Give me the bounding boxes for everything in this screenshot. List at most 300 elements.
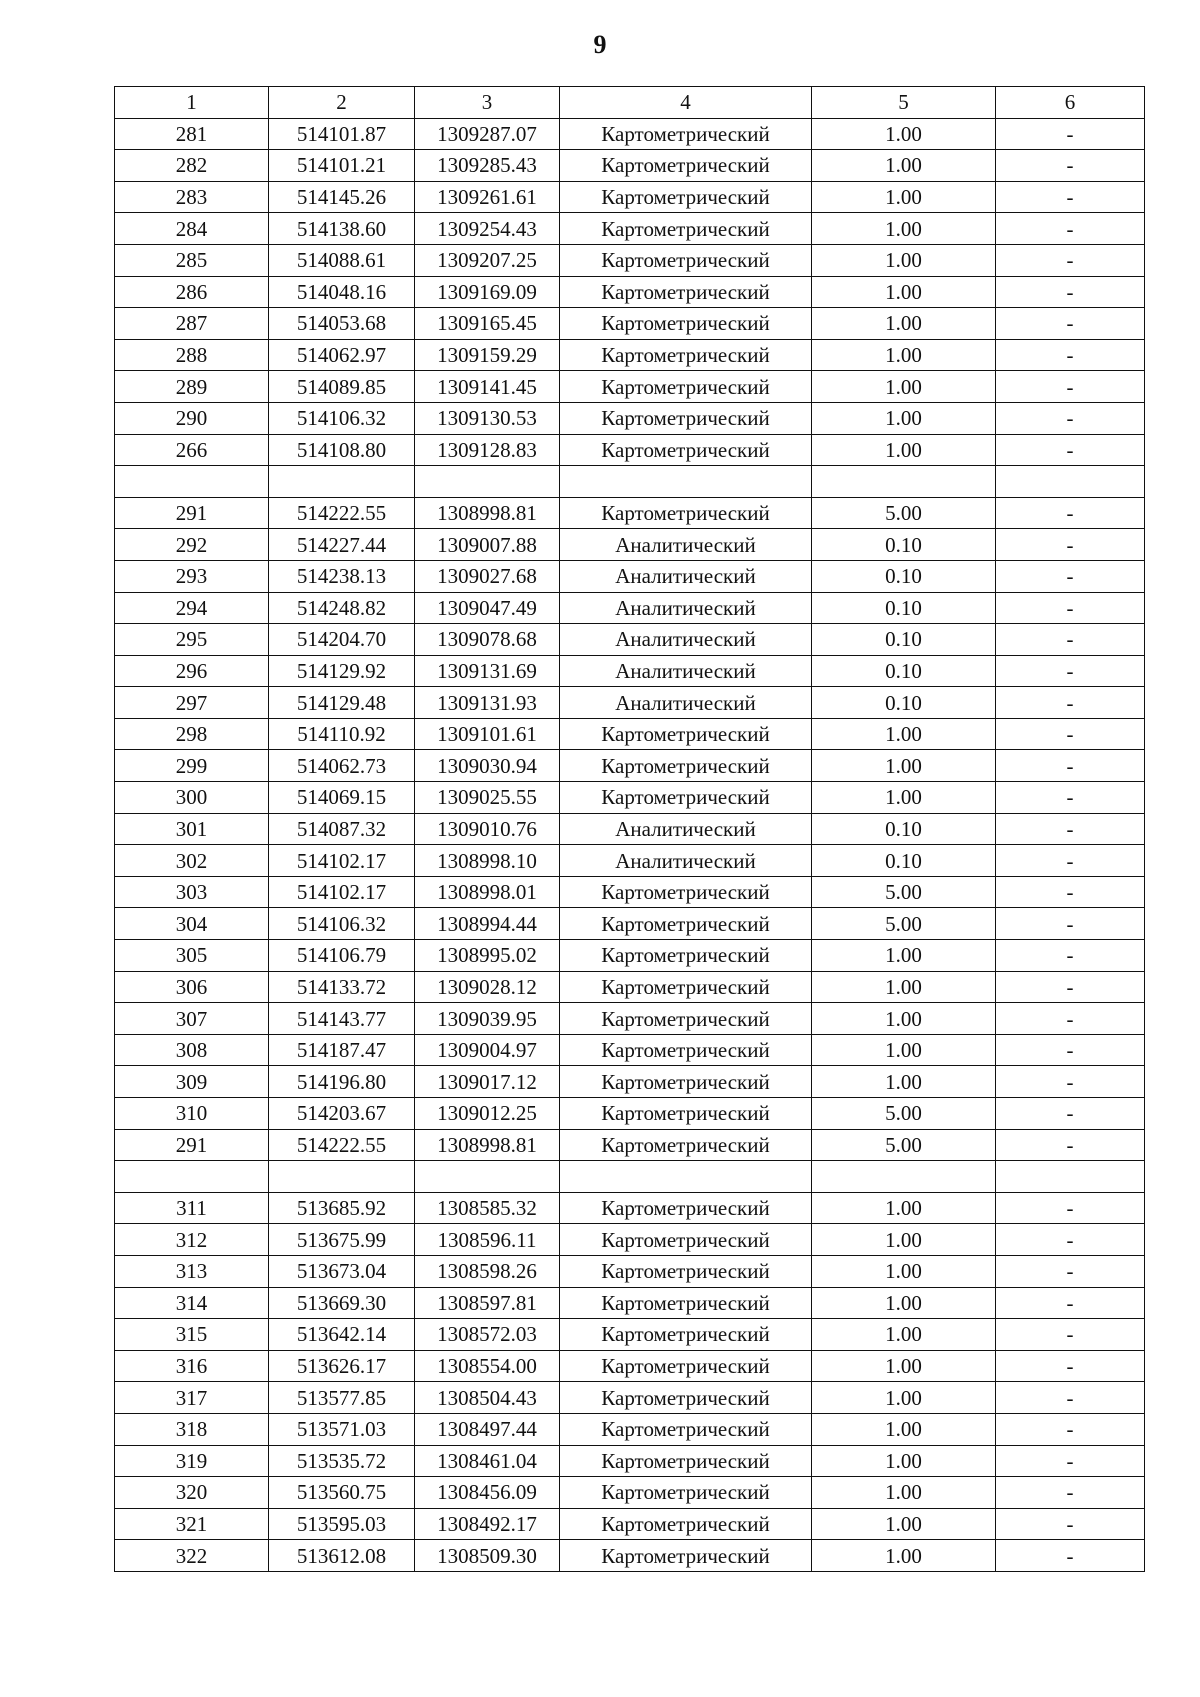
table-row xyxy=(115,1129,1145,1161)
table-cell: - xyxy=(996,1034,1145,1066)
table-cell: Картометрический xyxy=(560,1350,812,1382)
table-cell xyxy=(415,1161,560,1193)
table-cell: 305 xyxy=(115,940,269,972)
table-cell: 298 xyxy=(115,718,269,750)
table-cell: - xyxy=(996,1319,1145,1351)
table-cell: 5.00 xyxy=(812,1098,996,1130)
table-cell: 1309030.94 xyxy=(415,750,560,782)
table-cell: 514053.68 xyxy=(269,308,415,340)
table-cell: Аналитический xyxy=(560,813,812,845)
table-row xyxy=(115,813,1145,845)
table-cell: 1.00 xyxy=(812,1287,996,1319)
table-cell: - xyxy=(996,1066,1145,1098)
table-cell: 282 xyxy=(115,150,269,182)
table-cell: - xyxy=(996,782,1145,814)
table-cell: 1.00 xyxy=(812,371,996,403)
table-cell: Картометрический xyxy=(560,150,812,182)
table-row xyxy=(115,560,1145,592)
table-cell xyxy=(812,466,996,498)
table-cell xyxy=(115,466,269,498)
table-cell: 1309254.43 xyxy=(415,213,560,245)
table-cell: 5.00 xyxy=(812,908,996,940)
table-cell: 312 xyxy=(115,1224,269,1256)
table-cell: - xyxy=(996,308,1145,340)
table-row xyxy=(115,782,1145,814)
table-cell: 1308998.01 xyxy=(415,876,560,908)
table-cell: 0.10 xyxy=(812,592,996,624)
table-cell: - xyxy=(996,371,1145,403)
table-cell: 513595.03 xyxy=(269,1508,415,1540)
table-cell: 1308554.00 xyxy=(415,1350,560,1382)
table-cell: 513669.30 xyxy=(269,1287,415,1319)
table-cell: 514062.73 xyxy=(269,750,415,782)
table-cell: 514069.15 xyxy=(269,782,415,814)
table-cell: Картометрический xyxy=(560,1224,812,1256)
table-cell: 514106.79 xyxy=(269,940,415,972)
table-cell: 1309007.88 xyxy=(415,529,560,561)
table-cell: - xyxy=(996,940,1145,972)
column-header: 1 xyxy=(115,87,269,119)
table-cell: 514187.47 xyxy=(269,1034,415,1066)
table-cell: 297 xyxy=(115,687,269,719)
column-header: 2 xyxy=(269,87,415,119)
column-header: 6 xyxy=(996,87,1145,119)
table-cell: 1309128.83 xyxy=(415,434,560,466)
table-cell: 1308492.17 xyxy=(415,1508,560,1540)
table-cell: Картометрический xyxy=(560,1287,812,1319)
table-cell: 319 xyxy=(115,1445,269,1477)
table-cell: 1.00 xyxy=(812,118,996,150)
table-cell: 1.00 xyxy=(812,1192,996,1224)
table-row xyxy=(115,213,1145,245)
table-cell: 5.00 xyxy=(812,497,996,529)
table-cell: 287 xyxy=(115,308,269,340)
table-cell: - xyxy=(996,118,1145,150)
table-cell: 1.00 xyxy=(812,1413,996,1445)
table-cell: 285 xyxy=(115,244,269,276)
table-cell: - xyxy=(996,1477,1145,1509)
table-cell: 1.00 xyxy=(812,402,996,434)
table-cell: 514101.87 xyxy=(269,118,415,150)
table-cell: 514138.60 xyxy=(269,213,415,245)
table-cell: 1308998.10 xyxy=(415,845,560,877)
table-cell: Аналитический xyxy=(560,655,812,687)
table-row xyxy=(115,466,1145,498)
table-cell: 514238.13 xyxy=(269,560,415,592)
table-cell: - xyxy=(996,624,1145,656)
table-cell: 1309101.61 xyxy=(415,718,560,750)
table-cell: Картометрический xyxy=(560,940,812,972)
column-header: 5 xyxy=(812,87,996,119)
table-cell: 313 xyxy=(115,1255,269,1287)
table-cell: Картометрический xyxy=(560,1129,812,1161)
table-cell: 1.00 xyxy=(812,1508,996,1540)
table-cell: - xyxy=(996,971,1145,1003)
table-cell: 1309261.61 xyxy=(415,181,560,213)
table-cell: 283 xyxy=(115,181,269,213)
table-cell: 1309285.43 xyxy=(415,150,560,182)
table-cell: Картометрический xyxy=(560,339,812,371)
table-cell: Картометрический xyxy=(560,497,812,529)
coordinates-table xyxy=(114,86,1145,1572)
page-number: 9 xyxy=(593,30,607,59)
table-cell: 1309131.69 xyxy=(415,655,560,687)
table-cell: Картометрический xyxy=(560,1477,812,1509)
table-cell: 322 xyxy=(115,1540,269,1572)
table-cell: 291 xyxy=(115,497,269,529)
table-cell: Аналитический xyxy=(560,845,812,877)
table-cell: 308 xyxy=(115,1034,269,1066)
table-cell: - xyxy=(996,1098,1145,1130)
table-cell: Картометрический xyxy=(560,750,812,782)
table-cell: 1309165.45 xyxy=(415,308,560,340)
table-cell: 316 xyxy=(115,1350,269,1382)
table-cell: Картометрический xyxy=(560,434,812,466)
table-cell: 1.00 xyxy=(812,339,996,371)
table-cell: 514196.80 xyxy=(269,1066,415,1098)
table-cell: Аналитический xyxy=(560,529,812,561)
table-row xyxy=(115,624,1145,656)
table-cell: 1309287.07 xyxy=(415,118,560,150)
table-row xyxy=(115,687,1145,719)
table-row xyxy=(115,308,1145,340)
table-cell: 0.10 xyxy=(812,655,996,687)
table-cell: Картометрический xyxy=(560,1003,812,1035)
table-cell: 1.00 xyxy=(812,1034,996,1066)
table-cell: - xyxy=(996,1445,1145,1477)
table-cell xyxy=(415,466,560,498)
table-cell: - xyxy=(996,1350,1145,1382)
table-cell: 295 xyxy=(115,624,269,656)
table-row xyxy=(115,371,1145,403)
table-cell: 303 xyxy=(115,876,269,908)
table-cell: 514102.17 xyxy=(269,845,415,877)
table-row xyxy=(115,1066,1145,1098)
table-cell: 514089.85 xyxy=(269,371,415,403)
table-cell: Картометрический xyxy=(560,1382,812,1414)
table-cell: 1308994.44 xyxy=(415,908,560,940)
table-cell: - xyxy=(996,1508,1145,1540)
table-cell: 514110.92 xyxy=(269,718,415,750)
table-row xyxy=(115,592,1145,624)
table-row xyxy=(115,1003,1145,1035)
table-cell: 1.00 xyxy=(812,1350,996,1382)
table-cell: - xyxy=(996,592,1145,624)
table-cell: 1.00 xyxy=(812,1382,996,1414)
table-cell: 1309131.93 xyxy=(415,687,560,719)
table-cell: 281 xyxy=(115,118,269,150)
table-cell: 514133.72 xyxy=(269,971,415,1003)
table-cell: 1308998.81 xyxy=(415,497,560,529)
table-cell: 514204.70 xyxy=(269,624,415,656)
table-cell: Картометрический xyxy=(560,1445,812,1477)
table-cell xyxy=(269,466,415,498)
table-cell: - xyxy=(996,1192,1145,1224)
table-cell: 1309010.76 xyxy=(415,813,560,845)
table-cell: 514145.26 xyxy=(269,181,415,213)
table-cell: 514048.16 xyxy=(269,276,415,308)
table-cell: 311 xyxy=(115,1192,269,1224)
table-row xyxy=(115,1413,1145,1445)
table-cell: 1308998.81 xyxy=(415,1129,560,1161)
table-cell: 5.00 xyxy=(812,1129,996,1161)
table-cell: Картометрический xyxy=(560,213,812,245)
table-cell: Картометрический xyxy=(560,276,812,308)
table-cell: 513577.85 xyxy=(269,1382,415,1414)
table-cell: - xyxy=(996,1540,1145,1572)
table-cell: 1309012.25 xyxy=(415,1098,560,1130)
table-cell: 1309017.12 xyxy=(415,1066,560,1098)
table-cell: - xyxy=(996,244,1145,276)
table-cell: - xyxy=(996,908,1145,940)
table-cell: 513571.03 xyxy=(269,1413,415,1445)
table-cell: 513673.04 xyxy=(269,1255,415,1287)
table-cell: Картометрический xyxy=(560,971,812,1003)
table-cell xyxy=(996,1161,1145,1193)
table-cell: 317 xyxy=(115,1382,269,1414)
table-cell: 288 xyxy=(115,339,269,371)
table-cell: 513626.17 xyxy=(269,1350,415,1382)
table-row xyxy=(115,1350,1145,1382)
table-cell: Картометрический xyxy=(560,1319,812,1351)
table-cell xyxy=(560,1161,812,1193)
table-row xyxy=(115,276,1145,308)
table-cell: 1.00 xyxy=(812,971,996,1003)
table-row xyxy=(115,1161,1145,1193)
table-cell: 1308456.09 xyxy=(415,1477,560,1509)
table-cell: 0.10 xyxy=(812,813,996,845)
table-cell: 296 xyxy=(115,655,269,687)
table-cell: 513685.92 xyxy=(269,1192,415,1224)
table-cell: 514106.32 xyxy=(269,908,415,940)
table-cell: 513612.08 xyxy=(269,1540,415,1572)
table-cell: 1.00 xyxy=(812,434,996,466)
table-body xyxy=(115,118,1145,1571)
table-cell: Картометрический xyxy=(560,118,812,150)
table-cell: 307 xyxy=(115,1003,269,1035)
table-cell xyxy=(115,1161,269,1193)
table-cell: - xyxy=(996,560,1145,592)
table-cell: 514101.21 xyxy=(269,150,415,182)
table-cell: 304 xyxy=(115,908,269,940)
table-cell: 1308995.02 xyxy=(415,940,560,972)
table-cell: - xyxy=(996,213,1145,245)
table-cell: - xyxy=(996,276,1145,308)
table-cell: 1.00 xyxy=(812,213,996,245)
table-cell: 1309027.68 xyxy=(415,560,560,592)
table-cell: Картометрический xyxy=(560,244,812,276)
table-cell: 290 xyxy=(115,402,269,434)
table-cell: 293 xyxy=(115,560,269,592)
table-cell: 1.00 xyxy=(812,1255,996,1287)
table-row xyxy=(115,845,1145,877)
table-cell: 306 xyxy=(115,971,269,1003)
table-row xyxy=(115,529,1145,561)
table-cell: Картометрический xyxy=(560,1413,812,1445)
table-cell: Картометрический xyxy=(560,1540,812,1572)
table-row xyxy=(115,181,1145,213)
table-cell: 0.10 xyxy=(812,624,996,656)
table-row xyxy=(115,339,1145,371)
table-cell: 1308497.44 xyxy=(415,1413,560,1445)
table-cell: 1309130.53 xyxy=(415,402,560,434)
table-cell xyxy=(560,466,812,498)
table-cell: 1.00 xyxy=(812,782,996,814)
table-row xyxy=(115,1445,1145,1477)
table-cell: 0.10 xyxy=(812,687,996,719)
table-cell: 513560.75 xyxy=(269,1477,415,1509)
table-cell: - xyxy=(996,718,1145,750)
table-cell: 318 xyxy=(115,1413,269,1445)
table-cell: 309 xyxy=(115,1066,269,1098)
table-cell: Аналитический xyxy=(560,687,812,719)
table-cell xyxy=(996,466,1145,498)
table-cell: 514106.32 xyxy=(269,402,415,434)
table-cell: 514129.48 xyxy=(269,687,415,719)
table-row xyxy=(115,876,1145,908)
table-row xyxy=(115,1287,1145,1319)
table-cell: 1309047.49 xyxy=(415,592,560,624)
table-cell: - xyxy=(996,1255,1145,1287)
table-cell: Картометрический xyxy=(560,876,812,908)
table-cell: - xyxy=(996,750,1145,782)
table-cell: 1308585.32 xyxy=(415,1192,560,1224)
table-cell: 310 xyxy=(115,1098,269,1130)
table-cell: 5.00 xyxy=(812,876,996,908)
table-cell: 291 xyxy=(115,1129,269,1161)
table-cell: 301 xyxy=(115,813,269,845)
table-cell: Картометрический xyxy=(560,1192,812,1224)
table-row xyxy=(115,497,1145,529)
table-cell: Картометрический xyxy=(560,402,812,434)
table-cell: 1.00 xyxy=(812,1224,996,1256)
table-cell: 1.00 xyxy=(812,1540,996,1572)
table-cell: 314 xyxy=(115,1287,269,1319)
table-cell: 284 xyxy=(115,213,269,245)
table-cell: 286 xyxy=(115,276,269,308)
table-cell: - xyxy=(996,339,1145,371)
table-cell: - xyxy=(996,402,1145,434)
table-cell: 0.10 xyxy=(812,560,996,592)
table-cell: 1308504.43 xyxy=(415,1382,560,1414)
table-row xyxy=(115,1224,1145,1256)
table-cell: 1309169.09 xyxy=(415,276,560,308)
table-cell: Аналитический xyxy=(560,560,812,592)
table-cell: 1.00 xyxy=(812,181,996,213)
table-cell: 513535.72 xyxy=(269,1445,415,1477)
table-header-row xyxy=(115,87,1145,119)
table-cell: 1.00 xyxy=(812,244,996,276)
table-row xyxy=(115,655,1145,687)
table-cell xyxy=(269,1161,415,1193)
table-cell: - xyxy=(996,845,1145,877)
table-row xyxy=(115,1477,1145,1509)
table-cell: 514088.61 xyxy=(269,244,415,276)
table-cell: 1.00 xyxy=(812,276,996,308)
table-row xyxy=(115,1540,1145,1572)
table-cell: 1309028.12 xyxy=(415,971,560,1003)
table-cell: Картометрический xyxy=(560,1034,812,1066)
table-cell: 1.00 xyxy=(812,750,996,782)
table-row xyxy=(115,1034,1145,1066)
table-cell: 1.00 xyxy=(812,1445,996,1477)
table-cell: Аналитический xyxy=(560,624,812,656)
table-cell: - xyxy=(996,181,1145,213)
table-row xyxy=(115,1098,1145,1130)
table-row xyxy=(115,971,1145,1003)
table-cell: Картометрический xyxy=(560,181,812,213)
table-cell: 514203.67 xyxy=(269,1098,415,1130)
table-cell: - xyxy=(996,1129,1145,1161)
table-row xyxy=(115,1319,1145,1351)
table-cell: Картометрический xyxy=(560,1255,812,1287)
table-cell: 1308572.03 xyxy=(415,1319,560,1351)
table-cell: 321 xyxy=(115,1508,269,1540)
table-cell: - xyxy=(996,434,1145,466)
table-cell: - xyxy=(996,1287,1145,1319)
table-cell: 513675.99 xyxy=(269,1224,415,1256)
table-cell: Картометрический xyxy=(560,308,812,340)
table-row xyxy=(115,750,1145,782)
table-cell: 1308596.11 xyxy=(415,1224,560,1256)
table-row xyxy=(115,1255,1145,1287)
table-cell: 1.00 xyxy=(812,150,996,182)
table-cell: Картометрический xyxy=(560,1508,812,1540)
table-cell: Картометрический xyxy=(560,371,812,403)
table-cell: Картометрический xyxy=(560,782,812,814)
table-cell: 514227.44 xyxy=(269,529,415,561)
table-cell: 320 xyxy=(115,1477,269,1509)
table-cell: 1308597.81 xyxy=(415,1287,560,1319)
table-cell: 514143.77 xyxy=(269,1003,415,1035)
table-cell: 514108.80 xyxy=(269,434,415,466)
table-cell: Картометрический xyxy=(560,1066,812,1098)
table-cell: - xyxy=(996,1413,1145,1445)
table-cell: 300 xyxy=(115,782,269,814)
table-cell: 0.10 xyxy=(812,529,996,561)
table-row xyxy=(115,940,1145,972)
table-cell: 0.10 xyxy=(812,845,996,877)
table-cell: 299 xyxy=(115,750,269,782)
table-cell: - xyxy=(996,687,1145,719)
table-cell: - xyxy=(996,529,1145,561)
table-cell: 514222.55 xyxy=(269,497,415,529)
table-cell: 514102.17 xyxy=(269,876,415,908)
table-cell: 514129.92 xyxy=(269,655,415,687)
table-cell: 1.00 xyxy=(812,1003,996,1035)
table-cell: Аналитический xyxy=(560,592,812,624)
table-cell: - xyxy=(996,876,1145,908)
table-row xyxy=(115,434,1145,466)
table-cell: 1309141.45 xyxy=(415,371,560,403)
table-row xyxy=(115,1382,1145,1414)
table-cell: 302 xyxy=(115,845,269,877)
table-cell: 289 xyxy=(115,371,269,403)
table-cell: - xyxy=(996,813,1145,845)
table-cell: 514248.82 xyxy=(269,592,415,624)
table-cell: 514062.97 xyxy=(269,339,415,371)
table-cell: 1308598.26 xyxy=(415,1255,560,1287)
table-cell xyxy=(812,1161,996,1193)
table-cell: 1308509.30 xyxy=(415,1540,560,1572)
table-row xyxy=(115,402,1145,434)
table-row xyxy=(115,118,1145,150)
table-cell: 1309025.55 xyxy=(415,782,560,814)
table-cell: 514222.55 xyxy=(269,1129,415,1161)
table-cell: Картометрический xyxy=(560,1098,812,1130)
table-cell: 1309078.68 xyxy=(415,624,560,656)
table-cell: 514087.32 xyxy=(269,813,415,845)
